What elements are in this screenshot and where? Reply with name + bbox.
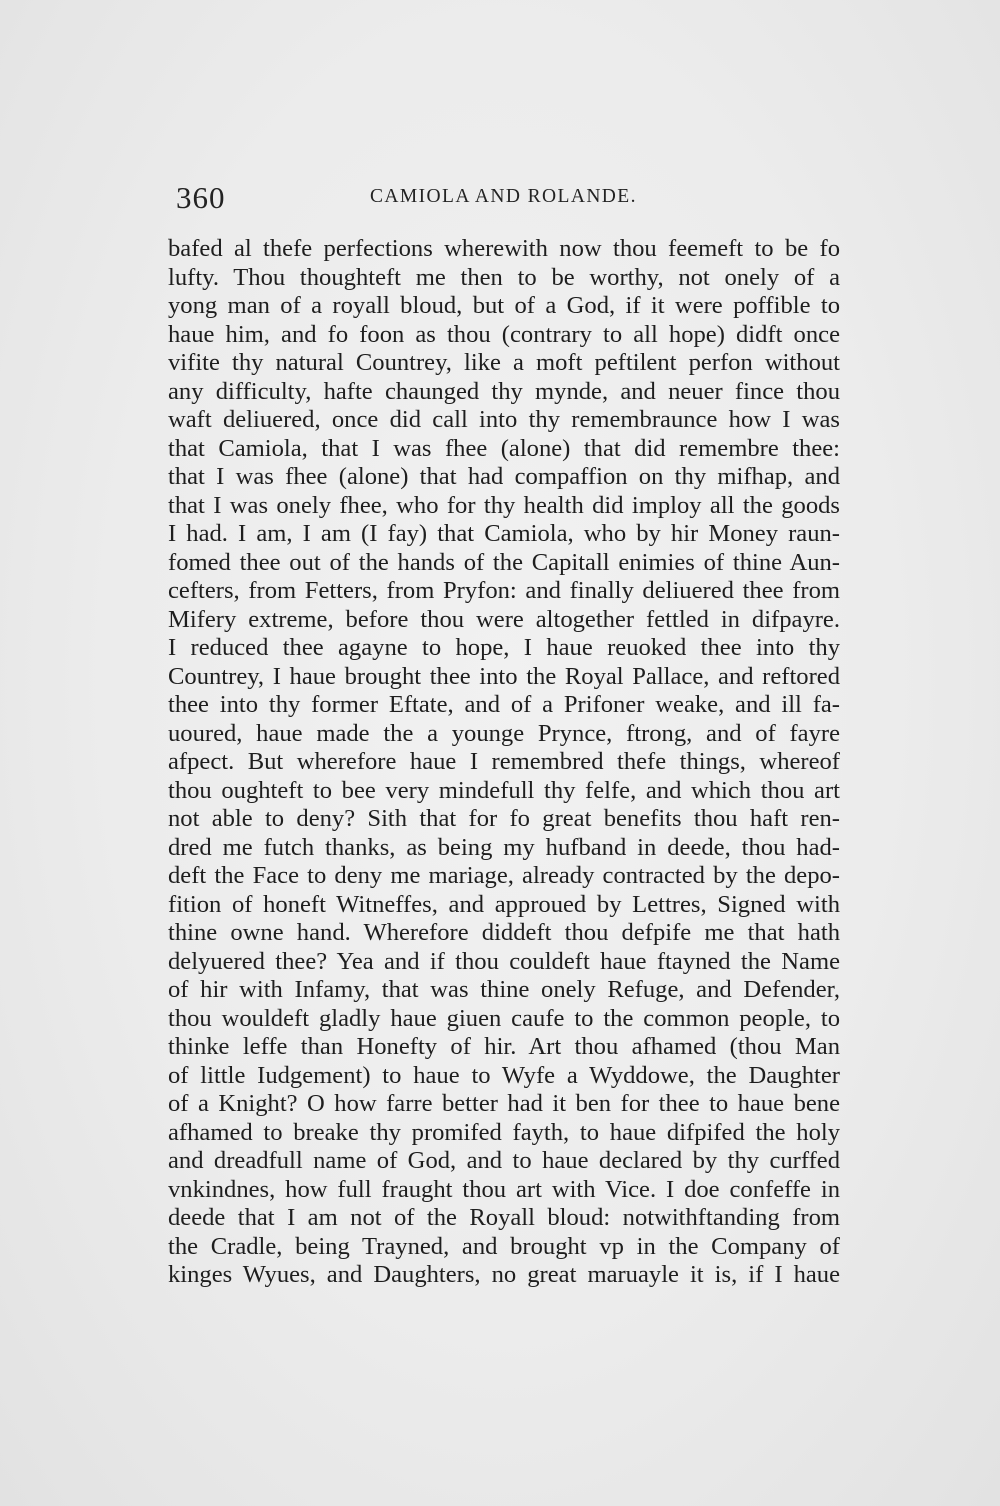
text-line: Mifery extreme, before thou were altogether fettled in difpayre. <box>168 605 840 633</box>
text-line: deft the Face to deny me mariage, already contracted by the depo- <box>168 862 840 889</box>
text-line: that I was fhee (alone) that had compaffion on thy mifhap, and <box>168 463 840 490</box>
text-line: any difficulty, hafte chaunged thy mynde, and neuer fince thou <box>168 377 840 405</box>
text-line: waft deliuered, once did call into thy remembraunce how I was <box>168 406 840 433</box>
text-line: thou wouldeft gladly haue giuen caufe to the common people, to <box>168 1004 840 1032</box>
text-line: thine owne hand. Wherefore diddeft thou defpife me that hath <box>168 919 840 946</box>
text-line: thou oughteft to bee very mindefull thy felfe, and which thou art <box>168 776 840 804</box>
text-line: Countrey, I haue brought thee into the Royal Pallace, and reftored <box>168 662 840 690</box>
text-line: haue him, and fo foon as thou (contrary to all hope) didft once <box>168 320 840 348</box>
text-line: deede that I am not of the Royall bloud: notwithftanding from <box>168 1204 840 1231</box>
text-line: not able to deny? Sith that for fo great benefits thou haft ren- <box>168 805 840 832</box>
text-line: that Camiola, that I was fhee (alone) that did remembre thee: <box>168 434 840 462</box>
text-line: of little Iudgement) to haue to Wyfe a Wyddowe, the Daughter <box>168 1061 840 1089</box>
running-head-title: CAMIOLA AND ROLANDE. <box>370 186 637 207</box>
text-line: the Cradle, being Trayned, and brought vp in the Company of <box>168 1232 840 1260</box>
page-number: 360 <box>176 180 226 215</box>
text-line: thinke leffe than Honefty of hir. Art thou afhamed (thou Man <box>168 1033 840 1060</box>
text-line: cefters, from Fetters, from Pryfon: and finally deliuered thee from <box>168 577 840 604</box>
text-line: delyuered thee? Yea and if thou couldeft haue ftayned the Name <box>168 947 840 975</box>
text-line: uoured, haue made the a younge Prynce, ftrong, and of fayre <box>168 719 840 747</box>
text-line: and dreadfull name of God, and to haue declared by thy curffed <box>168 1147 840 1174</box>
text-line: fomed thee out of the hands of the Capitall enimies of thine Aun- <box>168 548 840 576</box>
text-line: bafed al thefe perfections wherewith now thou feemeft to be fo <box>168 235 840 262</box>
text-line: vnkindnes, how full fraught thou art with Vice. I doe confeffe in <box>168 1175 840 1203</box>
text-line: of hir with Infamy, that was thine onely Refuge, and Defender, <box>168 976 840 1003</box>
body-text <box>168 235 840 1290</box>
text-line: of a Knight? O how farre better had it ben for thee to haue bene <box>168 1090 840 1117</box>
text-line: afhamed to breake thy promifed fayth, to haue difpifed the holy <box>168 1118 840 1146</box>
text-line: thee into thy former Eftate, and of a Prifoner weake, and ill fa- <box>168 691 840 718</box>
text-line: vifite thy natural Countrey, like a moft peftilent perfon without <box>168 349 840 376</box>
running-head <box>168 180 840 220</box>
text-line: yong man of a royall bloud, but of a God, if it were poffible to <box>168 292 840 319</box>
text-line: that I was onely fhee, who for thy health did imploy all the goods <box>168 491 840 519</box>
text-line: afpect. But wherefore haue I remembred thefe things, whereof <box>168 748 840 775</box>
text-line: lufty. Thou thoughteft me then to be worthy, not onely of a <box>168 263 840 291</box>
text-line: fition of honeft Witneffes, and approued by Lettres, Signed with <box>168 890 840 918</box>
text-line: I reduced thee agayne to hope, I haue reuoked thee into thy <box>168 634 840 661</box>
text-line: I had. I am, I am (I fay) that Camiola, who by hir Money raun- <box>168 520 840 547</box>
text-line: dred me futch thanks, as being my hufband in deede, thou had- <box>168 833 840 861</box>
text-line: kinges Wyues, and Daughters, no great maruayle it is, if I haue <box>168 1261 840 1288</box>
